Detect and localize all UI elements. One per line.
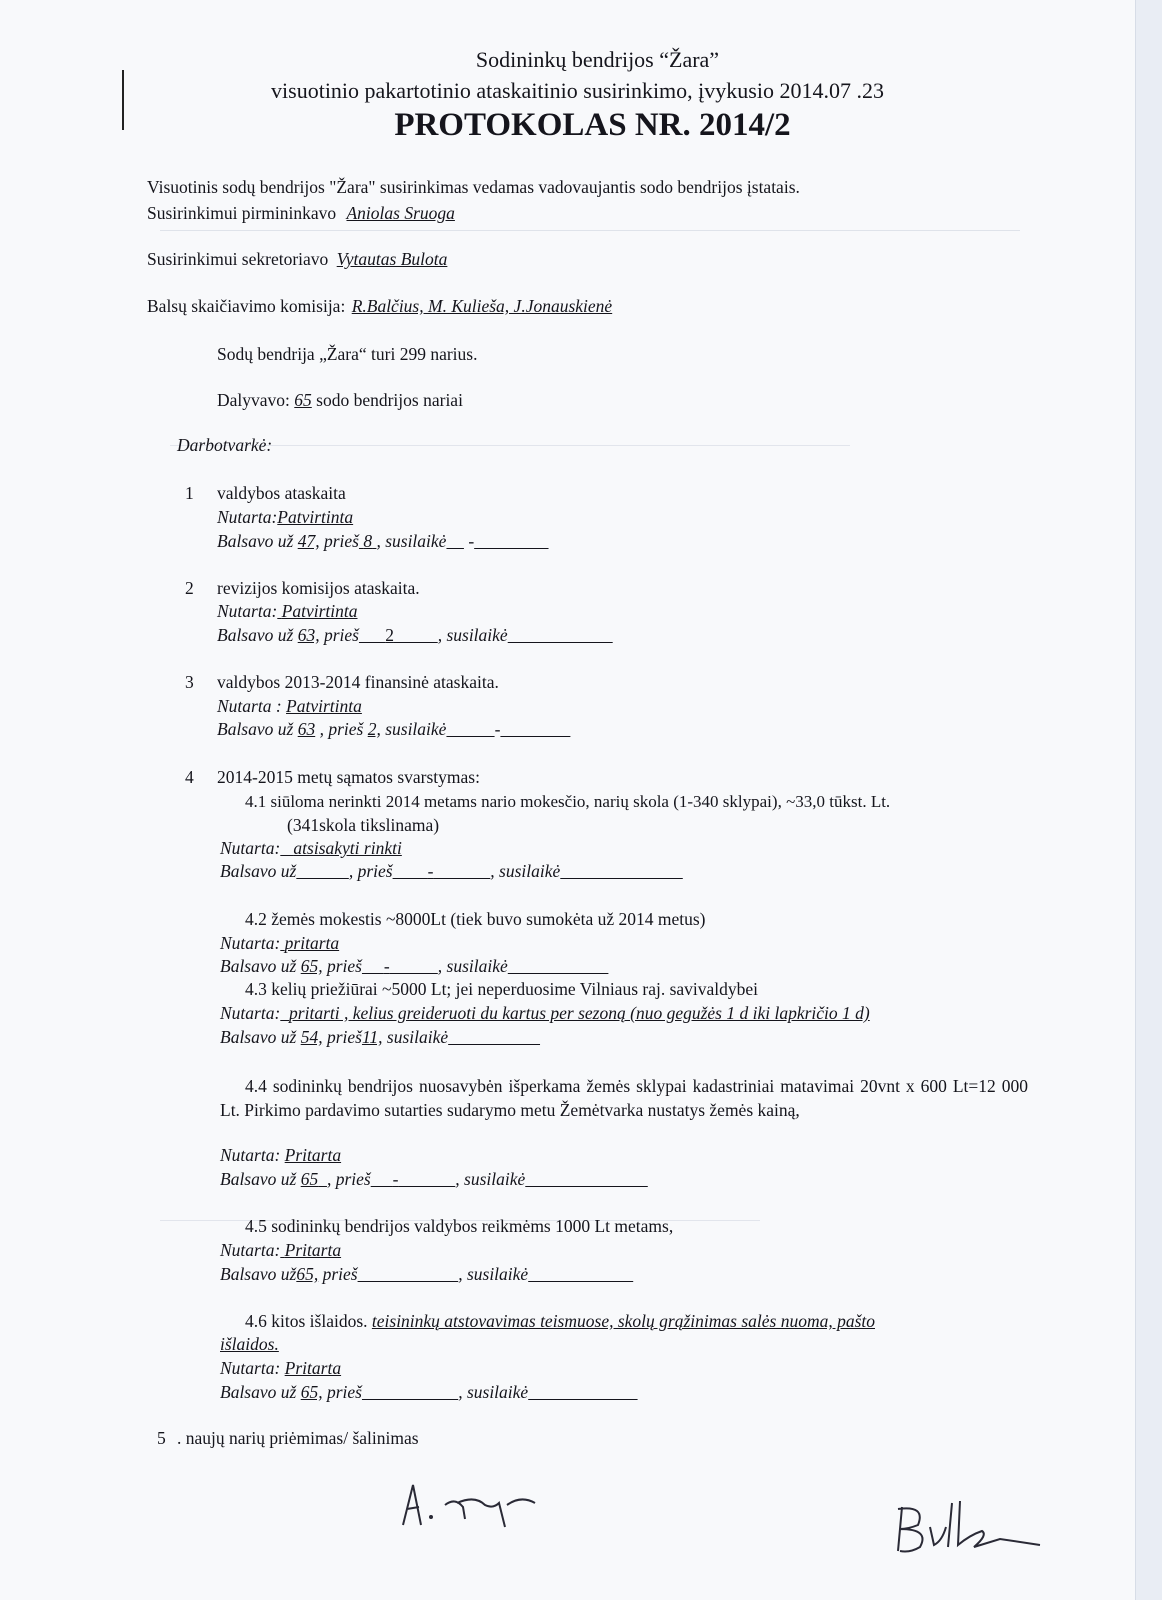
secretary-line: [147, 249, 447, 270]
vote-line: Balsavo už65, prieš , susilaikė: [220, 1264, 529, 1284]
vote-against: 2: [385, 625, 394, 645]
vote-for: 47,: [297, 531, 320, 551]
decision-value: Pritarta: [284, 1240, 342, 1260]
item-number: 5: [157, 1428, 166, 1448]
decision-line: Nutarta: pritarta: [220, 933, 340, 953]
vote-for: 65: [300, 1169, 319, 1189]
vote-for: 65,: [296, 1264, 319, 1284]
subitem-text: 4.6 kitos išlaidos. teisininkų atstovavimas teismuose, skolų grąžinimas salės nuoma, pašto: [245, 1311, 875, 1331]
chair-name: Aniolas Sruoga: [346, 203, 455, 223]
decision-line: Nutarta: Pritarta: [220, 1240, 342, 1260]
vote-line: Balsavo už 63 , prieš 2, susilaikė -: [217, 719, 501, 739]
scan-edge: [1135, 0, 1162, 1600]
vote-line: Balsavo už 54, prieš11, susilaikė: [220, 1027, 449, 1047]
subitem-text: 4.1 siūloma nerinkti 2014 metams nario mokesčio, narių skola (1-340 sklypai), ~33,0 tūkst. Lt.: [245, 792, 891, 811]
vote-for: 65,: [300, 1382, 323, 1402]
statute-line: Visuotinis sodų bendrijos "Žara" susirinkimas vedamas vadovaujantis sodo bendrijos įstatais.: [147, 177, 800, 197]
decision-value: Patvirtinta: [277, 507, 354, 527]
decision-value: atsisakyti rinkti: [293, 838, 402, 858]
vote-against: 11,: [361, 1027, 383, 1047]
vote-line: Balsavo už 65, prieš , susilaikė: [220, 1382, 529, 1402]
decision-value: Pritarta: [284, 1358, 342, 1378]
attended-suffix: sodo bendrijos nariai: [316, 390, 463, 410]
decision-line: Nutarta: Patvirtinta: [217, 601, 358, 621]
members-line: Sodų bendrija „Žara“ turi 299 narius.: [217, 344, 478, 364]
vote-line: Balsavo už 63, prieš 2 , susilaikė: [217, 625, 508, 645]
item-number: 3: [185, 672, 194, 692]
decision-line: Nutarta: Pritarta: [220, 1358, 342, 1378]
item-number: 1: [185, 483, 194, 503]
vote-abstain: -: [468, 531, 475, 551]
decision-line: Nutarta: pritarti , kelius greideruoti du kartus per sezoną (nuo gegužės 1 d iki lapkričio 1 d): [220, 1003, 870, 1023]
vote-abstain: -: [494, 719, 501, 739]
vote-for: 63: [297, 719, 316, 739]
vote-line: Balsavo už 47, prieš 8 , susilaikė -: [217, 531, 475, 551]
item-title: valdybos ataskaita: [217, 483, 346, 503]
attended-label: Dalyvavo:: [217, 390, 290, 410]
decision-line: Nutarta: Pritarta: [220, 1145, 342, 1165]
vote-for: 65,: [300, 956, 323, 976]
secretary-name: Vytautas Bulota: [336, 249, 448, 269]
vote-for: 63,: [297, 625, 320, 645]
page-title: PROTOKOLAS NR. 2014/2: [394, 107, 791, 143]
subitem-text: 4.2 žemės mokestis ~8000Lt (tiek buvo sumokėta už 2014 metus): [245, 909, 706, 929]
vote-against: -: [383, 956, 390, 976]
item-number: 4: [185, 767, 194, 787]
vote-line: Balsavo už , prieš - , susilaikė: [220, 861, 561, 881]
attended-line: [217, 390, 463, 411]
commission-line: [147, 296, 612, 317]
subitem-text: 4.3 kelių priežiūrai ~5000 Lt; jei neperduosime Vilniaus raj. savivaldybei: [245, 979, 759, 999]
vote-against: -: [392, 1169, 399, 1189]
chair-label: Susirinkimui pirmininkavo: [147, 203, 337, 223]
secretary-signature: [890, 1495, 1050, 1565]
vote-line: Balsavo už 65, prieš - , susilaikė: [220, 956, 508, 976]
subitem-text-continued: (341skola tikslinama): [287, 815, 440, 835]
decision-value: Pritarta: [284, 1145, 342, 1165]
decision-line: Nutarta:Patvirtinta: [217, 507, 354, 527]
commission-label: Balsų skaičiavimo komisija:: [147, 296, 346, 316]
decision-value: pritarta: [284, 933, 340, 953]
decision-line: Nutarta: atsisakyti rinkti: [220, 838, 402, 858]
item-title: valdybos 2013-2014 finansinė ataskaita.: [217, 672, 499, 692]
decision-value: Patvirtinta: [286, 696, 362, 716]
agenda-title: Darbotvarkė:: [177, 435, 273, 455]
vote-against: -: [427, 861, 434, 881]
decision-value: pritarti , kelius greideruoti du kartus per sezoną (nuo gegužės 1 d iki lapkričio 1 d): [289, 1003, 870, 1023]
commission-names: R.Balčius, M. Kulieša, J.Jonauskienė: [351, 296, 613, 316]
item-title: . naujų narių priėmimas/ šalinimas: [177, 1428, 419, 1448]
decision-line: Nutarta : Patvirtinta: [217, 696, 362, 716]
header-meeting: visuotinio pakartotinio ataskaitinio susirinkimo, įvykusio 2014.07 .23: [271, 78, 884, 103]
subitem-text-continued: išlaidos.: [220, 1334, 279, 1354]
vote-for: 54,: [300, 1027, 323, 1047]
vote-line: Balsavo už 65 , prieš - , susilaikė: [220, 1169, 526, 1189]
item-title: revizijos komisijos ataskaita.: [217, 578, 420, 598]
header-association: Sodininkų bendrijos “Žara”: [475, 47, 720, 72]
attended-count: 65: [294, 390, 312, 410]
secretary-label: Susirinkimui sekretoriavo: [147, 249, 329, 269]
item-title: 2014-2015 metų sąmatos svarstymas:: [217, 767, 480, 787]
vote-against: 8: [363, 531, 373, 551]
vote-against: 2,: [367, 719, 381, 739]
chair-line: [147, 203, 455, 224]
subitem-text: 4.4 sodininkų bendrijos nuosavybėn išperkama žemės sklypai kadastriniai matavimai 20vnt x 600 Lt=12 000 Lt. Pirkimo pardavimo sutarties sudarymo metu Žemėtvarka nustatys žemės kainą,: [220, 1076, 1028, 1120]
chair-signature: [395, 1475, 555, 1535]
decision-value: Patvirtinta: [281, 601, 358, 621]
subitem-text: 4.5 sodininkų bendrijos valdybos reikmėms 1000 Lt metams,: [245, 1216, 674, 1236]
item-number: 2: [185, 578, 194, 598]
